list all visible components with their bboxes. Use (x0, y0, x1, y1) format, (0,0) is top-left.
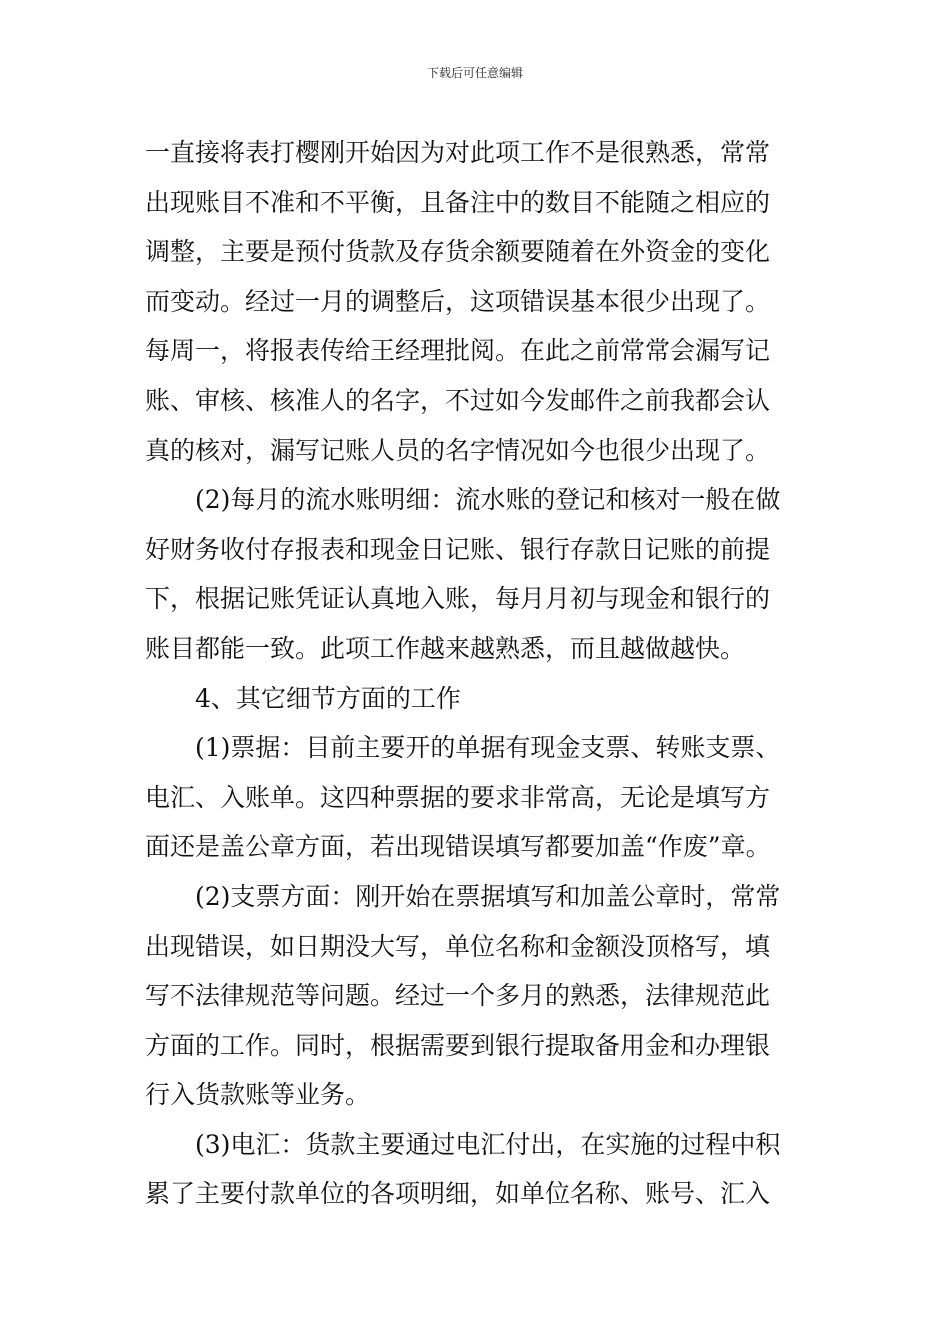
paragraph-start-line: (2)每月的流水账明细：流水账的登记和核对一般在做 (195, 485, 781, 515)
text-line: 行入货款账等业务。 (145, 1080, 371, 1110)
text-line: 面还是盖公章方面，若出现错误填写都要加盖“作废”章。 (145, 832, 771, 862)
text-line: 出现错误，如日期没大写，单位名称和金额没顶格写，填 (145, 931, 771, 961)
text-line: 下，根据记账凭证认真地入账，每月月初与现金和银行的 (145, 584, 771, 614)
text-line: 电汇、入账单。这四种票据的要求非常高，无论是填写方 (145, 782, 771, 812)
text-line: 出现账目不准和不平衡，且备注中的数目不能随之相应的 (145, 187, 771, 217)
text-line: 一直接将表打樱刚开始因为对此项工作不是很熟悉，常常 (145, 138, 771, 167)
paragraph-start-line: (3)电汇：货款主要通过电汇付出，在实施的过程中积 (195, 1129, 781, 1159)
text-line: 而变动。经过一月的调整后，这项错误基本很少出现了。 (145, 286, 771, 316)
section-heading: 4、其它细节方面的工作 (195, 683, 461, 713)
text-line: 账目都能一致。此项工作越来越熟悉，而且越做越快。 (145, 633, 746, 663)
text-line: 账、审核、核准人的名字，不过如今发邮件之前我都会认 (145, 385, 771, 415)
paragraph-start-line: (2)支票方面：刚开始在票据填写和加盖公章时，常常 (195, 881, 781, 911)
text-line: 调整，主要是预付货款及存货余额要随着在外资金的变化 (145, 237, 771, 267)
document-body (145, 128, 811, 1219)
text-line: 方面的工作。同时，根据需要到银行提取备用金和办理银 (145, 1030, 771, 1060)
paragraph-start-line: (1)票据：目前主要开的单据有现金支票、转账支票、 (195, 733, 781, 763)
text-line: 每周一，将报表传给王经理批阅。在此之前常常会漏写记 (145, 336, 771, 366)
text-line: 累了主要付款单位的各项明细，如单位名称、账号、汇入 (145, 1179, 771, 1209)
text-line: 真的核对，漏写记账人员的名字情况如今也很少出现了。 (145, 435, 771, 465)
text-line: 好财务收付存报表和现金日记账、银行存款日记账的前提 (145, 534, 771, 564)
page-header: 下载后可任意编辑 (426, 66, 523, 80)
text-line: 写不法律规范等问题。经过一个多月的熟悉，法律规范此 (145, 981, 771, 1011)
